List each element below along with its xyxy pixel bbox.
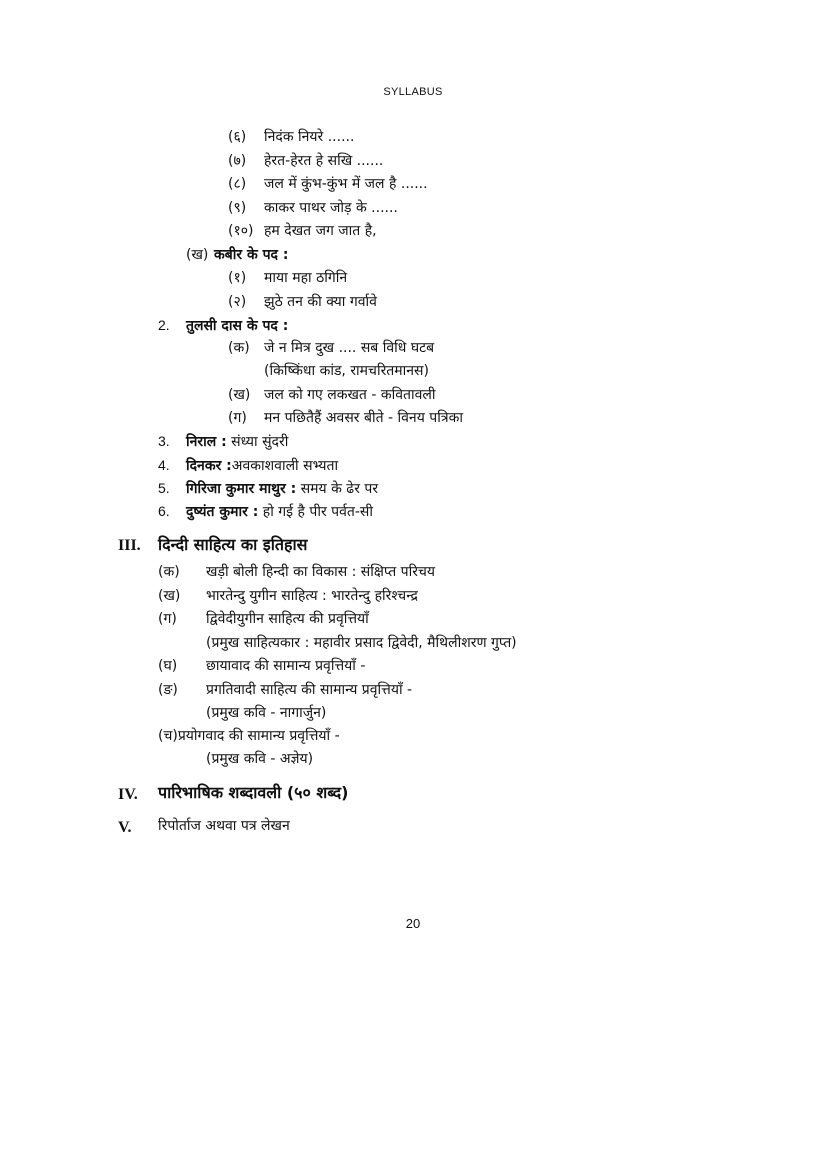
list-item: (८) जल में कुंभ-कुंभ में जल है ......: [228, 176, 428, 192]
list-item: (प्रमुख साहित्यकार : महावीर प्रसाद द्विवेदी, मैथिलीशरण गुप्त): [206, 635, 517, 651]
list-item: (किष्किंधा कांड, रामचरितमानस): [264, 363, 429, 379]
poet-item: 5. गिरिजा कुमार माथुर : समय के ढेर पर: [158, 480, 379, 497]
section-title: दिन्दी साहित्य का इतिहास: [158, 535, 308, 554]
list-item: (१) माया महा ठगिनि: [228, 270, 348, 286]
list-item: (ङ) प्रगतिवादी साहित्य की सामान्य प्रवृत्तियाँ -: [158, 682, 413, 698]
list-item: (२) झुठे तन की क्या गर्वावे: [228, 294, 377, 310]
list-item: (प्रमुख कवि - नागार्जुन): [206, 705, 327, 721]
list-item: (घ) छायावाद की सामान्य प्रवृत्तियाँ -: [158, 658, 366, 674]
section-title: रिपोर्ताज अथवा पत्र लेखन: [158, 818, 290, 834]
list-item: (ग) मन पछितैहैं अवसर बीते - विनय पत्रिका: [228, 410, 463, 426]
tulsi-heading: 2. तुलसी दास के पद :: [158, 317, 289, 334]
list-item: (९) काकर पाथर जोड़ के ......: [228, 200, 398, 216]
list-item: (च)प्रयोगवाद की सामान्य प्रवृत्तियाँ -: [158, 728, 340, 744]
list-item: (क) जे न मित्र दुख .... सब विधि घटब: [228, 340, 435, 356]
poet-item: 3. निराल : संध्या सुंदरी: [158, 433, 289, 450]
page-header: SYLLABUS: [383, 86, 443, 98]
list-item: (ख) भारतेन्दु युगीन साहित्य : भारतेन्दु हरिश्चन्द्र: [158, 588, 418, 604]
list-item: (१०) हम देखत जग जात है,: [228, 223, 377, 239]
list-item: (ग) द्विवेदीयुगीन साहित्य की प्रवृत्तियाँ: [158, 611, 369, 627]
poet-item: 4. दिनकर :अवकाशवाली सभ्यता: [158, 457, 339, 474]
kabir-heading: (ख) कबीर के पद :: [186, 247, 289, 263]
section-numeral: V.: [118, 819, 132, 836]
list-item: (ख) जल को गए लकखत - कवितावली: [228, 387, 436, 403]
list-item: (७) हेरत-हेरत हे सखि ......: [228, 153, 384, 169]
list-item: (प्रमुख कवि - अज्ञेय): [206, 751, 314, 767]
poet-item: 6. दुष्यंत कुमार : हो गई है पीर पर्वत-सी: [158, 503, 373, 520]
section-numeral: IV.: [118, 786, 138, 803]
section-numeral: III.: [118, 537, 141, 554]
section-title: पारिभाषिक शब्दावली (५० शब्द): [158, 783, 349, 802]
list-item: (क) खड़ी बोली हिन्दी का विकास : संक्षिप्त परिचय: [158, 564, 435, 580]
list-item: (६) निदंक नियरे ......: [228, 129, 355, 145]
page-number: 20: [405, 916, 421, 931]
